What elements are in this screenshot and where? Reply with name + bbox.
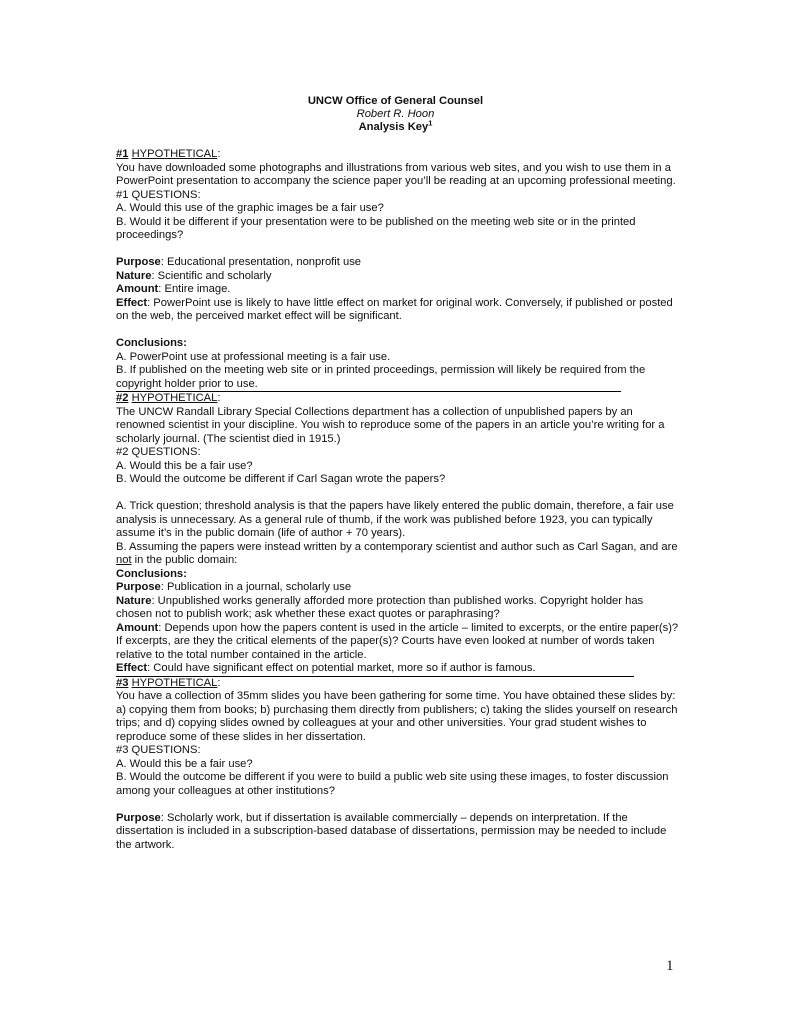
answer-b-text-2: in the public domain: bbox=[131, 554, 238, 566]
hypothetical-1-label: HYPOTHETICAL bbox=[131, 148, 218, 160]
nature-value: : Unpublished works generally afforded more protection than published works. Copyright holder has chosen not to publish work; ask whether these exact quotes or paraphrasing? bbox=[116, 594, 644, 620]
hypothetical-3-number: #3 bbox=[116, 676, 129, 689]
hypothetical-2-question-a: A. Would this be a fair use? bbox=[116, 459, 253, 472]
purpose-key: Purpose bbox=[116, 811, 161, 824]
document-body bbox=[116, 148, 681, 852]
hypothetical-3-question-a: A. Would this be a fair use? bbox=[116, 757, 253, 770]
hypothetical-1-number: #1 bbox=[116, 148, 129, 160]
document-title bbox=[0, 118, 791, 134]
hypothetical-1-effect bbox=[116, 297, 681, 324]
hypothetical-2-answer-b bbox=[116, 541, 681, 568]
author-name: Robert R. Hoon bbox=[356, 108, 435, 120]
hypothetical-3-label: HYPOTHETICAL bbox=[131, 676, 218, 689]
hypothetical-2-effect bbox=[116, 662, 681, 676]
hypothetical-1-colon: : bbox=[217, 148, 221, 160]
hypothetical-3-heading bbox=[116, 677, 681, 691]
hypothetical-1-intro: You have downloaded some photographs and illustrations from various web sites, and you wish to use them in a PowerPoint presentation to accompany the science paper you’ll be reading at an upcoming professional meeting. bbox=[116, 161, 676, 187]
document-header bbox=[0, 95, 791, 134]
nature-key: Nature bbox=[116, 269, 152, 282]
purpose-value: : Educational presentation, nonprofit use bbox=[160, 256, 362, 268]
nature-key: Nature bbox=[116, 594, 152, 607]
hypothetical-3-colon: : bbox=[217, 676, 221, 689]
hypothetical-2-number: #2 bbox=[116, 392, 129, 404]
hypothetical-2-label: HYPOTHETICAL bbox=[131, 392, 218, 404]
hypothetical-1-question-b: B. Would it be different if your presentation were to be published on the meeting web site or in the printed proceedings? bbox=[116, 215, 636, 241]
hypothetical-3-purpose bbox=[116, 812, 681, 853]
hypothetical-2-purpose bbox=[116, 581, 681, 595]
organization-title: UNCW Office of General Counsel bbox=[307, 95, 484, 107]
purpose-value: : Publication in a journal, scholarly use bbox=[160, 581, 352, 593]
hypothetical-1-purpose bbox=[116, 256, 681, 270]
hypothetical-1-heading bbox=[116, 148, 681, 162]
hypothetical-2-nature bbox=[116, 595, 681, 622]
purpose-key: Purpose bbox=[116, 581, 161, 593]
amount-value: : Depends upon how the papers content is used in the article – limited to excerpts, or the entire paper(s)? If excerpts, are they the critical elements of the paper(s)? Courts have even looked at number of words taken relative to the total number contained in the article. bbox=[116, 621, 679, 661]
hypothetical-1-conclusion-b: B. If published on the meeting web site or in printed proceedings, permission will likely be required from the copyright holder prior to use. bbox=[116, 364, 646, 390]
amount-value: : Entire image. bbox=[158, 283, 231, 295]
hypothetical-2-amount bbox=[116, 622, 681, 663]
hypothetical-1-conclusion-a: A. PowerPoint use at professional meeting is a fair use. bbox=[116, 350, 391, 363]
hypothetical-3-intro: You have a collection of 35mm slides you have been gathering for some time. You have obtained these slides by: a) copying them from books; b) purchasing them directly from publishers; c) taking the slides yourself on research trips; and d) copying slides owned by colleagues at your and other universities. Your grad student wishes to reproduce some of these slides in her dissertation. bbox=[116, 690, 678, 743]
amount-key: Amount bbox=[116, 621, 159, 634]
hypothetical-1-nature bbox=[116, 270, 681, 284]
effect-value: : Could have significant effect on potential market, more so if author is famous. bbox=[147, 662, 536, 674]
hypothetical-2-answer-a: A. Trick question; threshold analysis is that the papers have likely entered the public domain, therefore, a fair use analysis is unnecessary. As a general rule of thumb, if the work was published before 1923, you can typically assume it’s in the public domain (life of author + 70 years). bbox=[116, 500, 674, 539]
hypothetical-2-conclusions-heading: Conclusions: bbox=[116, 567, 187, 580]
effect-value: : PowerPoint use is likely to have little effect on market for original work. Conversely, if published or posted on the web, the perceived market effect will be significant. bbox=[116, 296, 673, 322]
hypothetical-3-questions-heading: #3 QUESTIONS: bbox=[116, 744, 201, 756]
hypothetical-2-intro: The UNCW Randall Library Special Collections department has a collection of unpublished papers by an renowned scientist in your discipline. You wish to reproduce some of the papers in an article you’re writing for a scholarly journal. (The scientist died in 1915.) bbox=[116, 405, 665, 445]
title-text: Analysis Key bbox=[358, 121, 429, 133]
hypothetical-1-conclusions-heading: Conclusions: bbox=[116, 337, 187, 349]
hypothetical-2-colon: : bbox=[217, 392, 221, 404]
page-number: 1 bbox=[666, 958, 674, 974]
effect-key: Effect bbox=[116, 296, 148, 309]
hypothetical-2-heading bbox=[116, 392, 681, 406]
hypothetical-2-question-b: B. Would the outcome be different if Carl Sagan wrote the papers? bbox=[116, 473, 446, 485]
answer-b-not: not bbox=[116, 554, 132, 566]
hypothetical-2-questions-heading: #2 QUESTIONS: bbox=[116, 446, 201, 458]
hypothetical-1-questions-heading: #1 QUESTIONS: bbox=[116, 188, 201, 201]
purpose-key: Purpose bbox=[116, 256, 161, 268]
answer-b-text-1: B. Assuming the papers were instead written by a contemporary scientist and author such as Carl Sagan, and are bbox=[116, 540, 678, 553]
hypothetical-1-question-a: A. Would this use of the graphic images be a fair use? bbox=[116, 202, 384, 214]
footnote-marker: 1 bbox=[428, 118, 433, 128]
purpose-value: : Scholarly work, but if dissertation is available commercially – depends on interpretation. If the dissertation is included in a subscription-based database of dissertations, permission may be needed to include the artwork. bbox=[116, 811, 667, 851]
nature-value: : Scientific and scholarly bbox=[151, 269, 272, 282]
hypothetical-3-question-b: B. Would the outcome be different if you were to build a public web site using these images, to foster discussion among your colleagues at other institutions? bbox=[116, 771, 669, 797]
amount-key: Amount bbox=[116, 283, 159, 295]
hypothetical-1-amount bbox=[116, 283, 681, 297]
effect-key: Effect bbox=[116, 662, 148, 674]
